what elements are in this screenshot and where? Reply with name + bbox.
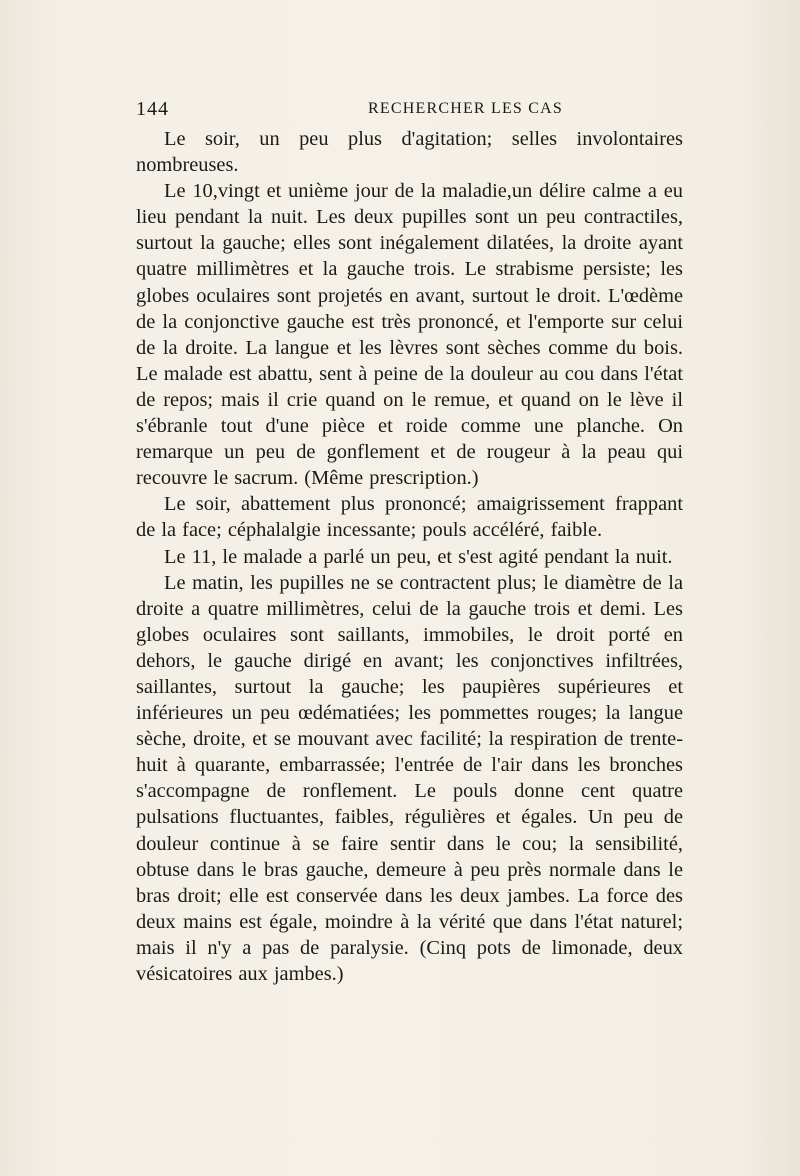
body-text [136, 126, 683, 987]
paragraph: Le soir, abattement plus prononcé; amaigrissement frappant de la face; céphalalgie incessante; pouls accéléré, faible. [136, 493, 683, 542]
paragraph: Le 10,vingt et unième jour de la maladie,un délire calme a eu lieu pendant la nuit. Les deux pupilles sont un peu contractiles, surtout la gauche; elles sont inégalement dilatées, la droite ayant quatre millimètres et la gauche trois. Le strabisme persiste; les globes oculaires sont projetés en avant, surtout le droit. L'œdème de la conjonctive gauche est très prononcé, et l'emporte sur celui de la droite. La langue et les lèvres sont sèches comme du bois. Le malade est abattu, sent à peine de la douleur au cou dans l'état de repos; mais il crie quand on le remue, et quand on le lève il s'ébranle tout d'une pièce et roide comme une planche. On remarque un peu de gonflement et de rougeur à la peau qui recouvre le sacrum. (Même prescription.) [136, 180, 683, 490]
page-header [136, 98, 676, 126]
paragraph: Le soir, un peu plus d'agitation; selles involontaires nombreuses. [136, 128, 683, 177]
running-title: RECHERCHER LES CAS [368, 100, 563, 117]
paragraph: Le matin, les pupilles ne se contractent plus; le diamètre de la droite a quatre millimètres, celui de la gauche trois et demi. Les globes oculaires sont saillants, immobiles, le droit porté en dehors, le gauche dirigé en avant; les conjonctives infiltrées, saillantes, surtout la gauche; les paupières supérieures et inférieures un peu œdématiées; les pommettes rouges; la langue sèche, droite, et se mouvant avec facilité; la respiration de trente-huit à quarante, embarrassée; l'entrée de l'air dans les bronches s'accompagne de ronflement. Le pouls donne cent quatre pulsations fluctuantes, faibles, régulières et égales. Un peu de douleur continue à se faire sentir dans le cou; la sensibilité, obtuse dans le bras gauche, demeure à peu près normale dans le bras droit; elle est conservée dans les deux jambes. La force des deux mains est égale, moindre à la vérité que dans l'état naturel; mais il n'y a pas de paralysie. (Cinq pots de limonade, deux vésicatoires aux jambes.) [136, 571, 683, 985]
page-number: 144 [136, 98, 169, 120]
paragraph: Le 11, le malade a parlé un peu, et s'est agité pendant la nuit. [164, 545, 673, 568]
